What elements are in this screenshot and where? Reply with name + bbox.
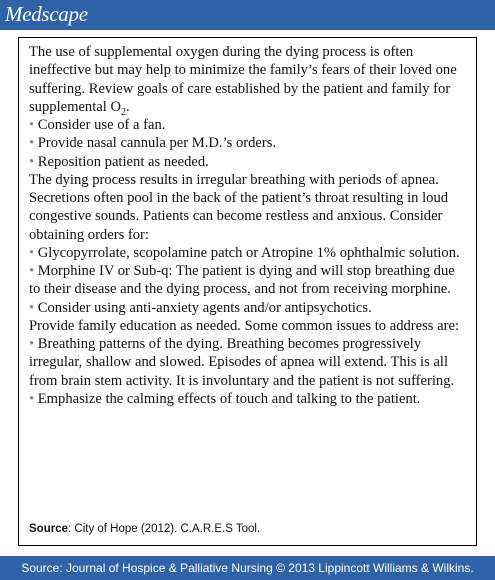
bullet-item (29, 244, 467, 262)
intro-end: . (126, 98, 130, 115)
intro-paragraph (29, 43, 467, 116)
bullet-text: Reposition patient as needed. (37, 153, 209, 170)
bullet-icon: • (29, 336, 35, 352)
bullet-icon: • (29, 244, 35, 261)
bullet-icon: • (29, 299, 35, 316)
bullet-item (29, 134, 467, 152)
bullet-item (29, 390, 467, 408)
bullet-item (29, 153, 467, 171)
bullet-icon: • (29, 263, 35, 279)
bullet-text: Breathing patterns of the dying. Breathing becomes progressively irregular, shallow and slowed. Episodes of apnea will extend. This is all from brain stem activity. It is involuntary and the patient is not suffering. (29, 336, 455, 389)
header-bar (0, 0, 495, 30)
body-text (29, 43, 467, 408)
source-label: Source (29, 523, 68, 535)
breathing-paragraph: The dying process results in irregular breathing with periods of apnea. Secretions often pool in the back of the patient’s throat resulting in loud congestive sounds. Patients can become restless and anxious. Consider obtaining orders for: (29, 171, 449, 243)
bullet-text: Glycopyrrolate, scopolamine patch or Atropine 1% ophthalmic solution. (37, 244, 460, 261)
source-text: : City of Hope (2012). C.A.R.E.S Tool. (68, 523, 261, 535)
bullet-text: Consider use of a fan. (37, 117, 166, 133)
bullet-icon: • (29, 135, 35, 152)
bullet-text: Provide nasal cannula per M.D.’s orders. (37, 135, 277, 152)
bullet-item (29, 116, 467, 134)
education-paragraph: Provide family education as needed. Some common issues to address are: (29, 317, 460, 334)
bullet-icon: • (29, 153, 35, 170)
footer-bar (0, 556, 495, 580)
source-citation (29, 522, 260, 536)
content-box (18, 37, 477, 546)
bullet-text: Consider using anti-anxiety agents and/or antipsychotics. (37, 299, 372, 316)
intro-text: The use of supplemental oxygen during the dying process is often ineffective but may help to minimize the family’s fears of their loved one suffering. Review goals of care established by the patient and family for supplemental O (29, 44, 457, 115)
bullet-text: Emphasize the calming effects of touch and talking to the patient. (37, 390, 421, 407)
medscape-logo[interactable]: Medscape (5, 2, 88, 26)
footer-source-text: Source: Journal of Hospice & Palliative Nursing © 2013 Lippincott Williams & Wilkins. (21, 561, 474, 575)
bullet-text: Morphine IV or Sub-q: The patient is dying and will stop breathing due to their disease and the dying process, and not from receiving morphine. (29, 263, 455, 298)
oxygen-subscript: 2 (121, 106, 127, 118)
bullet-item (29, 262, 467, 299)
bullet-icon: • (29, 390, 35, 407)
bullet-icon: • (29, 117, 35, 133)
bullet-item (29, 335, 467, 390)
bullet-item (29, 299, 467, 317)
